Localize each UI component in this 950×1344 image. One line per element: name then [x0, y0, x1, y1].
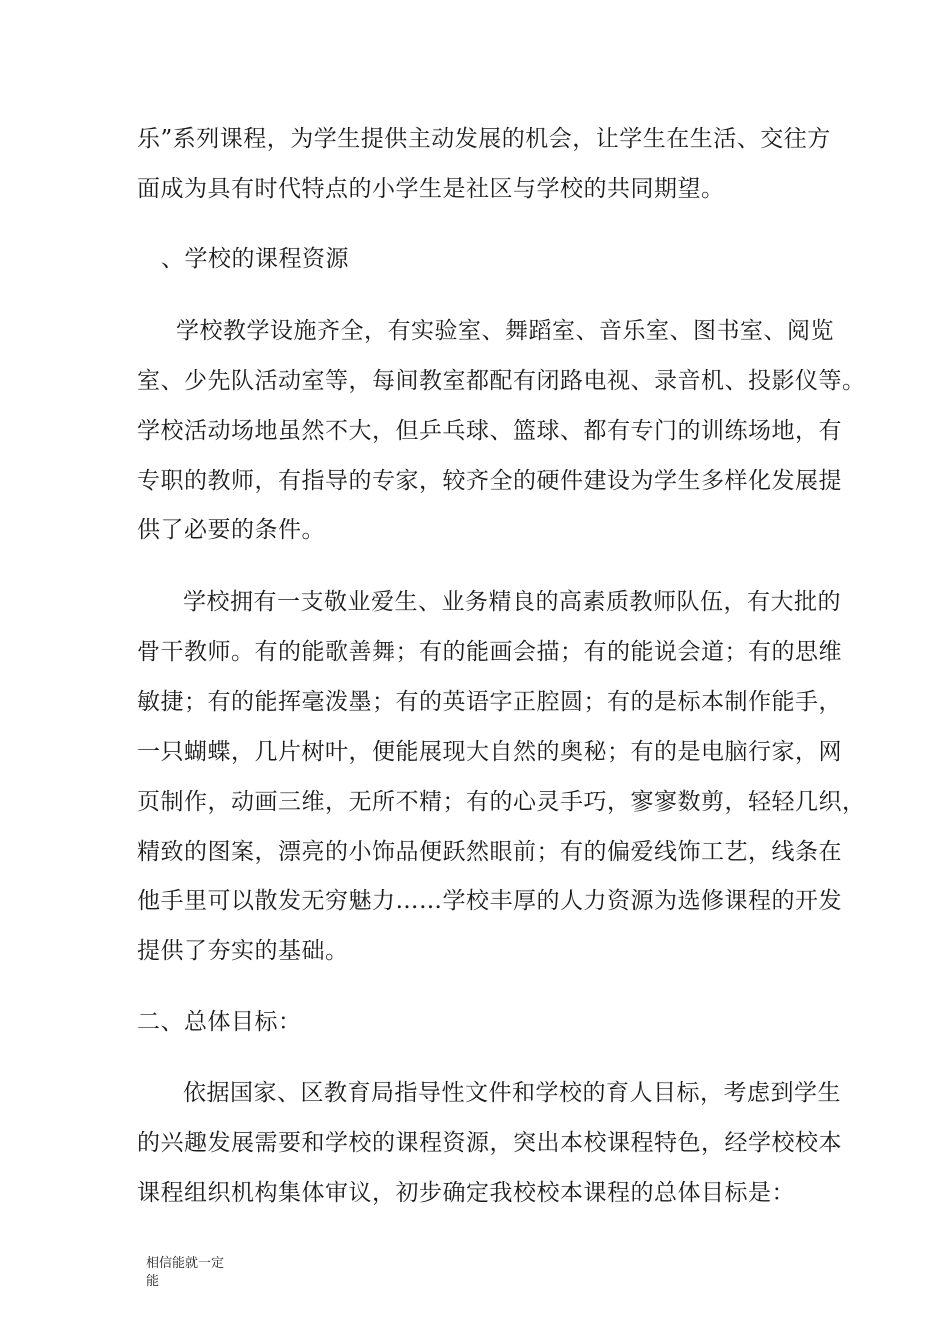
text-line: 提供了夯实的基础。 — [137, 938, 349, 964]
text-line: 一只蝴蝶，几片树叶，便能展现大自然的奥秘；有的是电脑行家，网 — [137, 739, 842, 765]
section-heading: 、学校的课程资源 — [161, 246, 349, 272]
footer-line: 能 — [146, 1274, 160, 1289]
text-line: 学校拥有一支敬业爱生、业务精良的高素质教师队伍，有大批的 — [183, 589, 841, 615]
text-line: 依据国家、区教育局指导性文件和学校的育人目标，考虑到学生 — [183, 1080, 841, 1106]
text-line: 面成为具有时代特点的小学生是社区与学校的共同期望。 — [137, 176, 725, 202]
text-line: 供了必要的条件。 — [137, 517, 325, 543]
text-line: 精致的图案，漂亮的小饰品便跃然眼前；有的偏爱线饰工艺，线条在 — [137, 839, 842, 865]
text-line: 敏捷；有的能挥毫泼墨；有的英语字正腔圆；有的是标本制作能手， — [137, 689, 842, 715]
section-heading: 二、总体目标： — [137, 1009, 302, 1035]
text-line: 学校教学设施齐全，有实验室、舞蹈室、音乐室、图书室、阅览 — [176, 318, 834, 344]
footer-line: 相信能就一定 — [146, 1256, 225, 1271]
text-line: 乐”系列课程，为学生提供主动发展的机会，让学生在生活、交往方 — [137, 126, 831, 152]
text-line: 骨干教师。有的能歌善舞；有的能画会描；有的能说会道；有的思维 — [137, 639, 842, 665]
text-line: 专职的教师，有指导的专家，较齐全的硬件建设为学生多样化发展提 — [137, 468, 842, 494]
text-line: 课程组织机构集体审议，初步确定我校校本课程的总体目标是： — [137, 1180, 795, 1206]
text-line: 学校活动场地虽然不大，但乒乓球、篮球、都有专门的训练场地，有 — [137, 418, 842, 444]
text-line: 他手里可以散发无穷魅力……学校丰厚的人力资源为选修课程的开发 — [137, 888, 842, 914]
text-line: 页制作，动画三维，无所不精；有的心灵手巧，寥寥数剪，轻轻几织， — [137, 789, 866, 815]
text-line: 室、少先队活动室等，每间教室都配有闭路电视、录音机、投影仪等。 — [137, 368, 866, 394]
text-line: 的兴趣发展需要和学校的课程资源，突出本校课程特色，经学校校本 — [137, 1130, 842, 1156]
